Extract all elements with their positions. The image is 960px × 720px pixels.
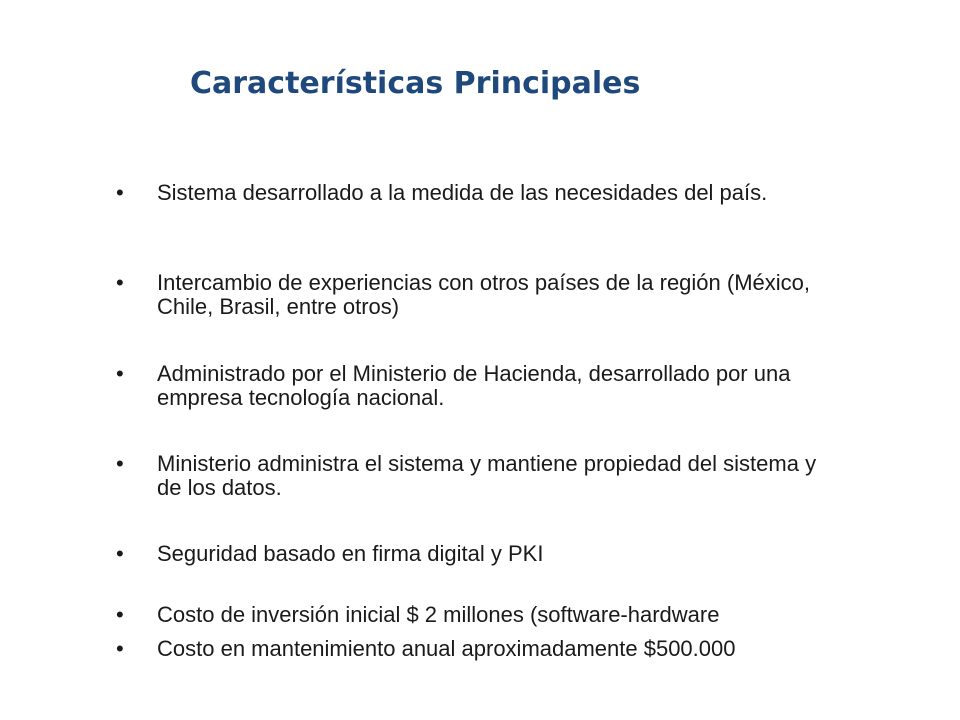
bullet-icon: • [116,270,124,295]
bullet-icon: • [116,451,124,476]
bullet-icon: • [116,541,124,566]
bullet-text: Sistema desarrollado a la medida de las necesidades del país. [157,180,768,205]
bullet-icon: • [116,361,124,386]
bullet-text: Seguridad basado en firma digital y PKI [157,541,544,566]
bullet-text: Administrado por el Ministerio de Hacienda, desarrollado por una empresa tecnología nacional. [157,361,791,410]
bullet-icon: • [116,636,124,661]
bullet-item [116,603,846,627]
bullet-text: Intercambio de experiencias con otros países de la región (México, Chile, Brasil, entre otros) [157,270,811,319]
slide-title: Características Principales [190,66,641,101]
bullet-item [116,452,846,500]
bullet-icon: • [116,180,124,205]
bullet-icon: • [116,602,124,627]
bullet-item [116,362,846,410]
bullet-item [116,271,846,319]
bullet-item [116,637,846,661]
bullet-item [116,542,846,566]
bullet-item [116,181,846,205]
bullet-text: Costo de inversión inicial $ 2 millones (software-hardware [157,602,720,627]
bullet-text: Ministerio administra el sistema y mantiene propiedad del sistema y de los datos. [157,451,817,500]
bullet-text: Costo en mantenimiento anual aproximadamente $500.000 [157,636,736,661]
